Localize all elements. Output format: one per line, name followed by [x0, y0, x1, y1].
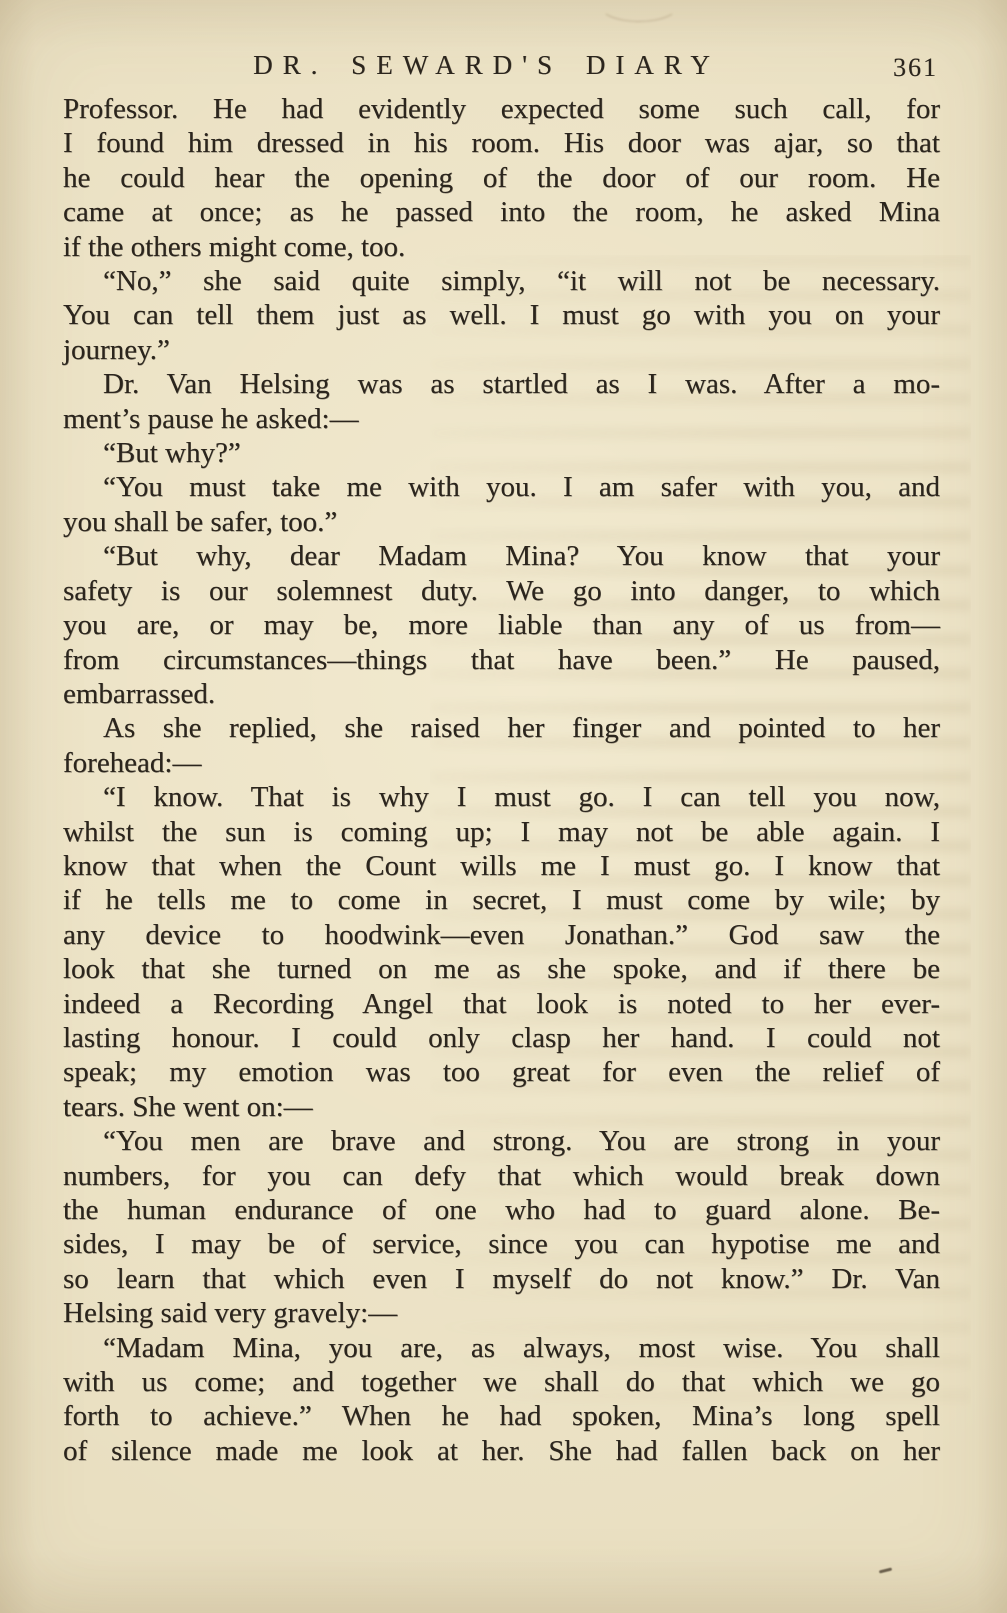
text-line: look that she turned on me as she spoke, and if there be [63, 953, 940, 986]
text-line: indeed a Recording Angel that look is noted to her ever- [63, 987, 940, 1020]
text-line: know that when the Count wills me I must go. I know that [63, 849, 940, 882]
text-line: if he tells me to come in secret, I must come by wile; by [63, 884, 940, 917]
text-line: You can tell them just as well. I must go with you on your [63, 299, 940, 332]
paper-crease [598, 0, 680, 22]
text-line: “You men are brave and strong. You are strong in your [103, 1125, 940, 1158]
text-line: if the others might come, too. [63, 230, 406, 263]
text-line: journey.” [63, 333, 170, 366]
page-number: 361 [893, 53, 938, 82]
text-line: Dr. Van Helsing was as startled as I was. After a mo- [103, 368, 940, 401]
paragraph [63, 367, 940, 436]
text-line: the human endurance of one who had to guard alone. Be- [63, 1194, 940, 1226]
text-line: numbers, for you can defy that which would break down [63, 1159, 940, 1192]
text-line: with us come; and together we shall do that which we go [63, 1366, 940, 1399]
text-line: As she replied, she raised her finger and pointed to her [103, 712, 940, 745]
text-line: from circumstances—things that have been.” He paused, [63, 643, 940, 676]
text-line: speak; my emotion was too great for even the relief of [63, 1056, 940, 1089]
text-line: came at once; as he passed into the room, he asked Mina [63, 196, 940, 229]
text-line: safety is our solemnest duty. We go into danger, to which [63, 574, 940, 607]
running-head [63, 50, 940, 84]
paragraph [63, 470, 940, 539]
paragraph [63, 1331, 940, 1469]
text-line: ment’s pause he asked:— [63, 402, 359, 435]
paragraph [63, 1124, 940, 1330]
paragraph [63, 92, 940, 264]
text-line: I found him dressed in his room. His door was ajar, so that [63, 127, 940, 160]
text-line: embarrassed. [63, 677, 216, 710]
text-line: “You must take me with you. I am safer with you, and [103, 471, 940, 504]
text-line: you shall be safer, too.” [63, 505, 338, 538]
text-line: “But why?” [103, 437, 241, 470]
paragraph [63, 539, 940, 711]
text-line: he could hear the opening of the door of our room. He [63, 161, 940, 194]
page-text [63, 92, 940, 1468]
text-line: lasting honour. I could only clasp her hand. I could not [63, 1021, 940, 1054]
text-line: whilst the sun is coming up; I may not be able again. I [63, 815, 940, 848]
text-line: forehead:— [63, 746, 202, 779]
paragraph [63, 436, 940, 470]
text-line: Professor. He had evidently expected some such call, for [63, 93, 940, 125]
paragraph [63, 780, 940, 1124]
text-line: forth to achieve.” When he had spoken, Mina’s long spell [63, 1400, 940, 1433]
text-line: of silence made me look at her. She had fallen back on her [63, 1434, 940, 1467]
text-line: so learn that which even I myself do not know.” Dr. Van [63, 1262, 940, 1295]
text-line: tears. She went on:— [63, 1090, 313, 1123]
text-line: “But why, dear Madam Mina? You know that your [103, 540, 940, 573]
text-line: any device to hoodwink—even Jonathan.” God saw the [63, 918, 940, 951]
paragraph [63, 264, 940, 367]
paper-speck [879, 1567, 892, 1573]
text-line: “Madam Mina, you are, as always, most wise. You shall [103, 1331, 940, 1364]
text-line: Helsing said very gravely:— [63, 1297, 398, 1330]
text-line: “No,” she said quite simply, “it will not be necessary. [103, 265, 940, 298]
text-line: sides, I may be of service, since you can hypotise me and [63, 1228, 940, 1261]
text-line: “I know. That is why I must go. I can tell you now, [103, 781, 940, 814]
text-line: you are, or may be, more liable than any of us from— [63, 609, 940, 642]
page-title: DR. SEWARD'S DIARY [253, 50, 720, 80]
paragraph [63, 711, 940, 780]
